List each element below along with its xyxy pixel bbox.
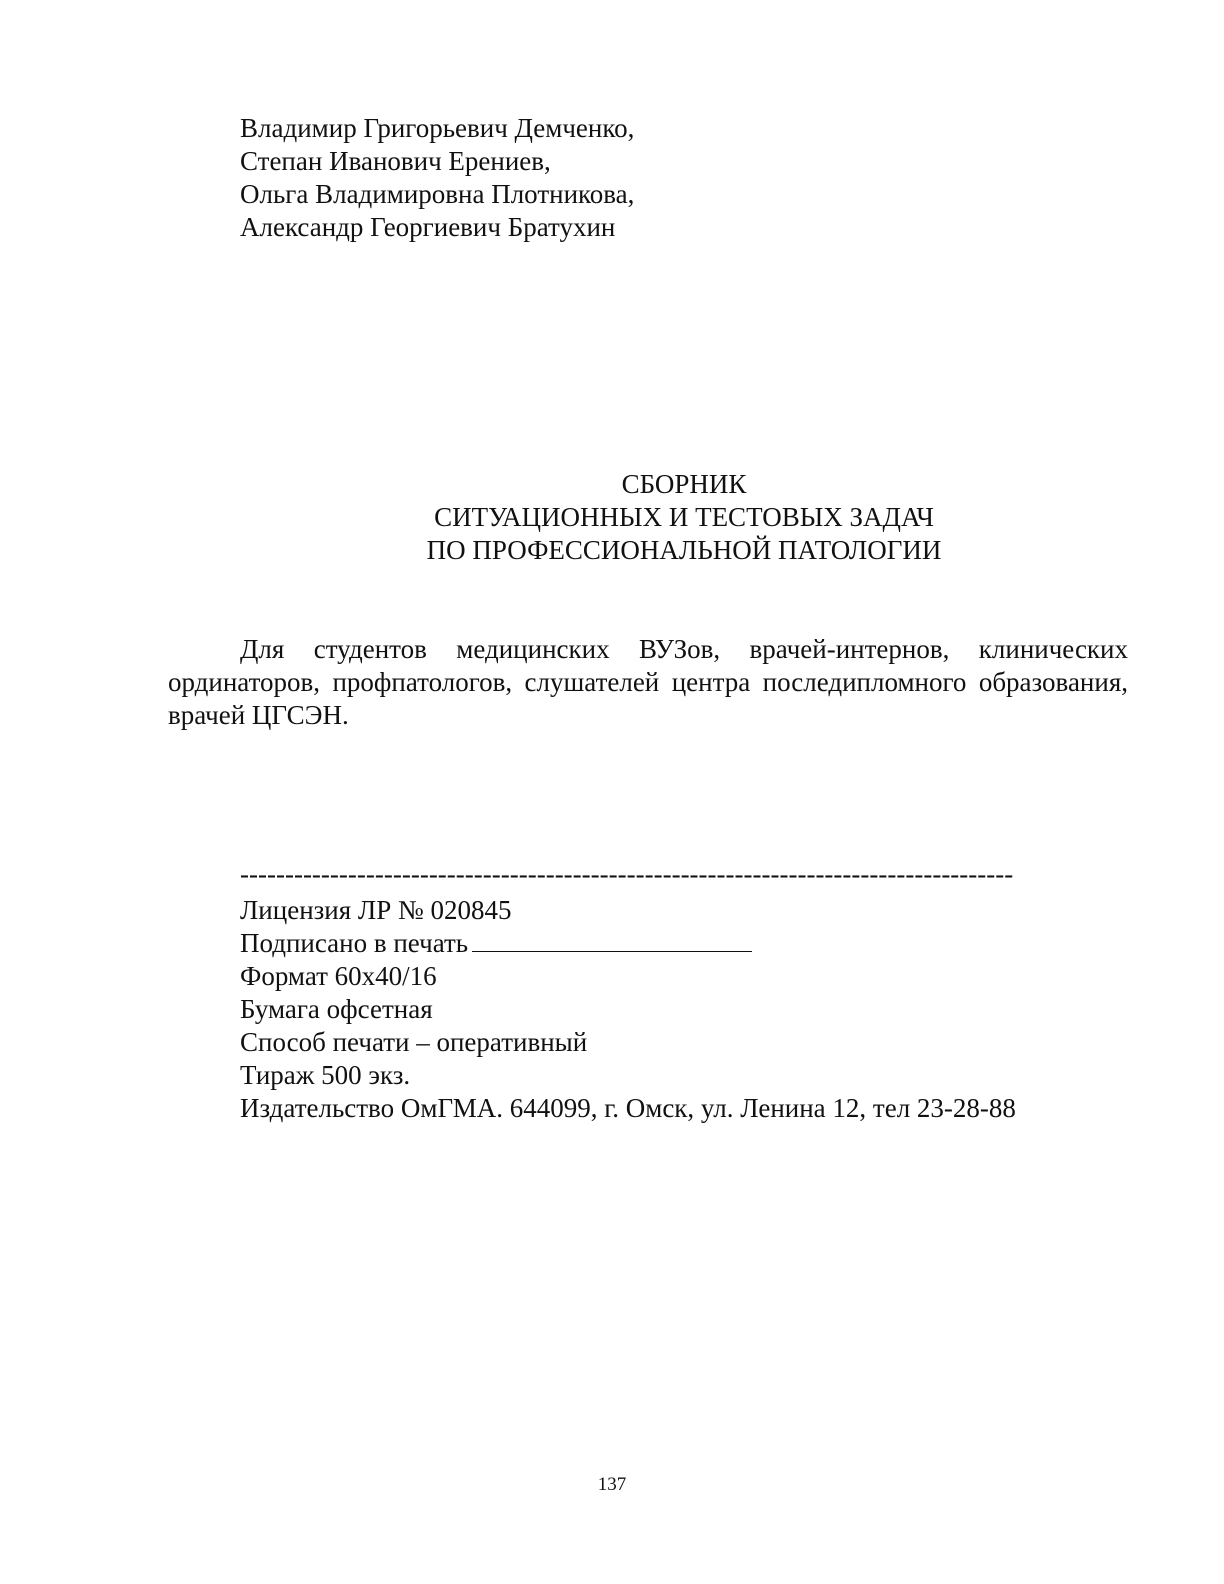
signed-line [240, 927, 1016, 960]
publisher-line: Издательство ОмГМА. 644099, г. Омск, ул. Ленина 12, тел 23-28-88 [240, 1093, 1016, 1123]
page-number: 137 [597, 1474, 627, 1495]
separator-line: -------------------------------------------------------------------------------------- [240, 859, 1014, 889]
print-method-line: Способ печати – оперативный [240, 1027, 588, 1057]
author-name: Владимир Григорьевич Демченко, [240, 113, 635, 143]
signed-date-blank [472, 929, 752, 952]
document-title [240, 468, 1128, 567]
title-line: СИТУАЦИОННЫХ И ТЕСТОВЫХ ЗАДАЧ [434, 502, 934, 532]
author-name: Александр Георгиевич Братухин [240, 212, 616, 242]
circulation-line: Тираж 500 экз. [240, 1060, 411, 1090]
signed-label: Подписано в печать [240, 928, 469, 958]
author-name: Ольга Владимировна Плотникова, [240, 179, 635, 209]
license-line: Лицензия ЛР № 020845 [240, 895, 512, 925]
paper-line: Бумага офсетная [240, 994, 433, 1024]
audience-paragraph: Для студентов медицинских ВУЗов, врачей-интернов, клинических ординаторов, профпатологов, слушателей центра последипломного образования, врачей ЦГСЭН. [168, 634, 1128, 730]
title-line: СБОРНИК [621, 469, 747, 499]
title-line: ПО ПРОФЕССИОНАЛЬНОЙ ПАТОЛОГИИ [426, 535, 942, 565]
authors-list [240, 112, 634, 244]
imprint-block [240, 894, 1016, 1125]
author-name: Степан Иванович Ерениев, [240, 146, 551, 176]
format-line: Формат 60х40/16 [240, 961, 437, 991]
